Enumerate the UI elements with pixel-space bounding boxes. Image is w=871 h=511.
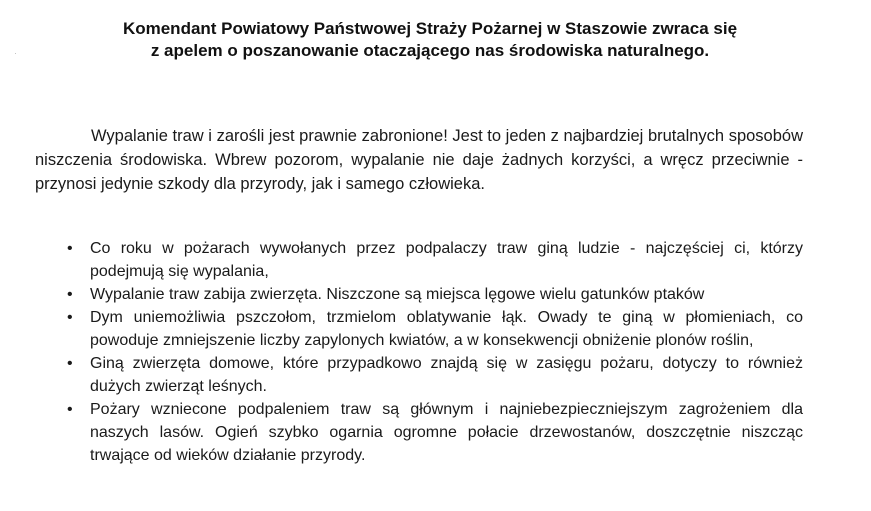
list-item-text: Giną zwierzęta domowe, które przypadkowo znajdą się w zasięgu pożaru, dotyczy to również dużych zwierząt leśnych. (90, 355, 803, 395)
bullet-icon: • (67, 309, 73, 326)
title-line-2: z apelem o poszanowanie otaczającego nas środowiska naturalnego. (150, 41, 710, 60)
list-item (35, 283, 803, 306)
bullet-icon: • (67, 286, 73, 303)
list-item-text: Pożary wzniecone podpaleniem traw są głównym i najniebezpieczniejszym zagrożeniem dla naszych lasów. Ogień szybko ogarnia ogromne połacie drzewostanów, doszczętnie niszcząc trwające od wieków działanie przyrody. (90, 401, 803, 464)
bullet-icon: • (67, 401, 73, 418)
intro-paragraph: Wypalanie traw i zarośli jest prawnie zabronione! Jest to jeden z najbardziej brutalnych sposobów niszczenia środowiska. Wbrew pozorom, wypalanie nie daje żadnych korzyści, a wręcz przeciwnie - przynosi jedynie szkody dla przyrody, jak i samego człowieka. (35, 127, 803, 193)
list-item (35, 398, 803, 467)
document-title (40, 18, 820, 62)
list-item-text: Co roku w pożarach wywołanych przez podpalaczy traw giną ludzie - najczęściej ci, którzy podejmują się wypalania, (90, 240, 803, 280)
scan-speck: · (14, 48, 17, 58)
bullet-list (35, 237, 803, 467)
list-item (35, 306, 803, 352)
bullet-icon: • (67, 355, 73, 372)
list-item-text: Dym uniemożliwia pszczołom, trzmielom oblatywanie łąk. Owady te giną w płomieniach, co powoduje zmniejszenie liczby zapylonych kwiatów, a w konsekwencji obniżenie plonów roślin, (90, 309, 803, 349)
title-line-1: Komendant Powiatowy Państwowej Straży Pożarnej w Staszowie zwraca się (122, 19, 738, 38)
list-item (35, 237, 803, 283)
list-item (35, 352, 803, 398)
list-item-text: Wypalanie traw zabija zwierzęta. Niszczone są miejsca lęgowe wielu gatunków ptaków (90, 286, 705, 303)
bullet-icon: • (67, 240, 73, 257)
